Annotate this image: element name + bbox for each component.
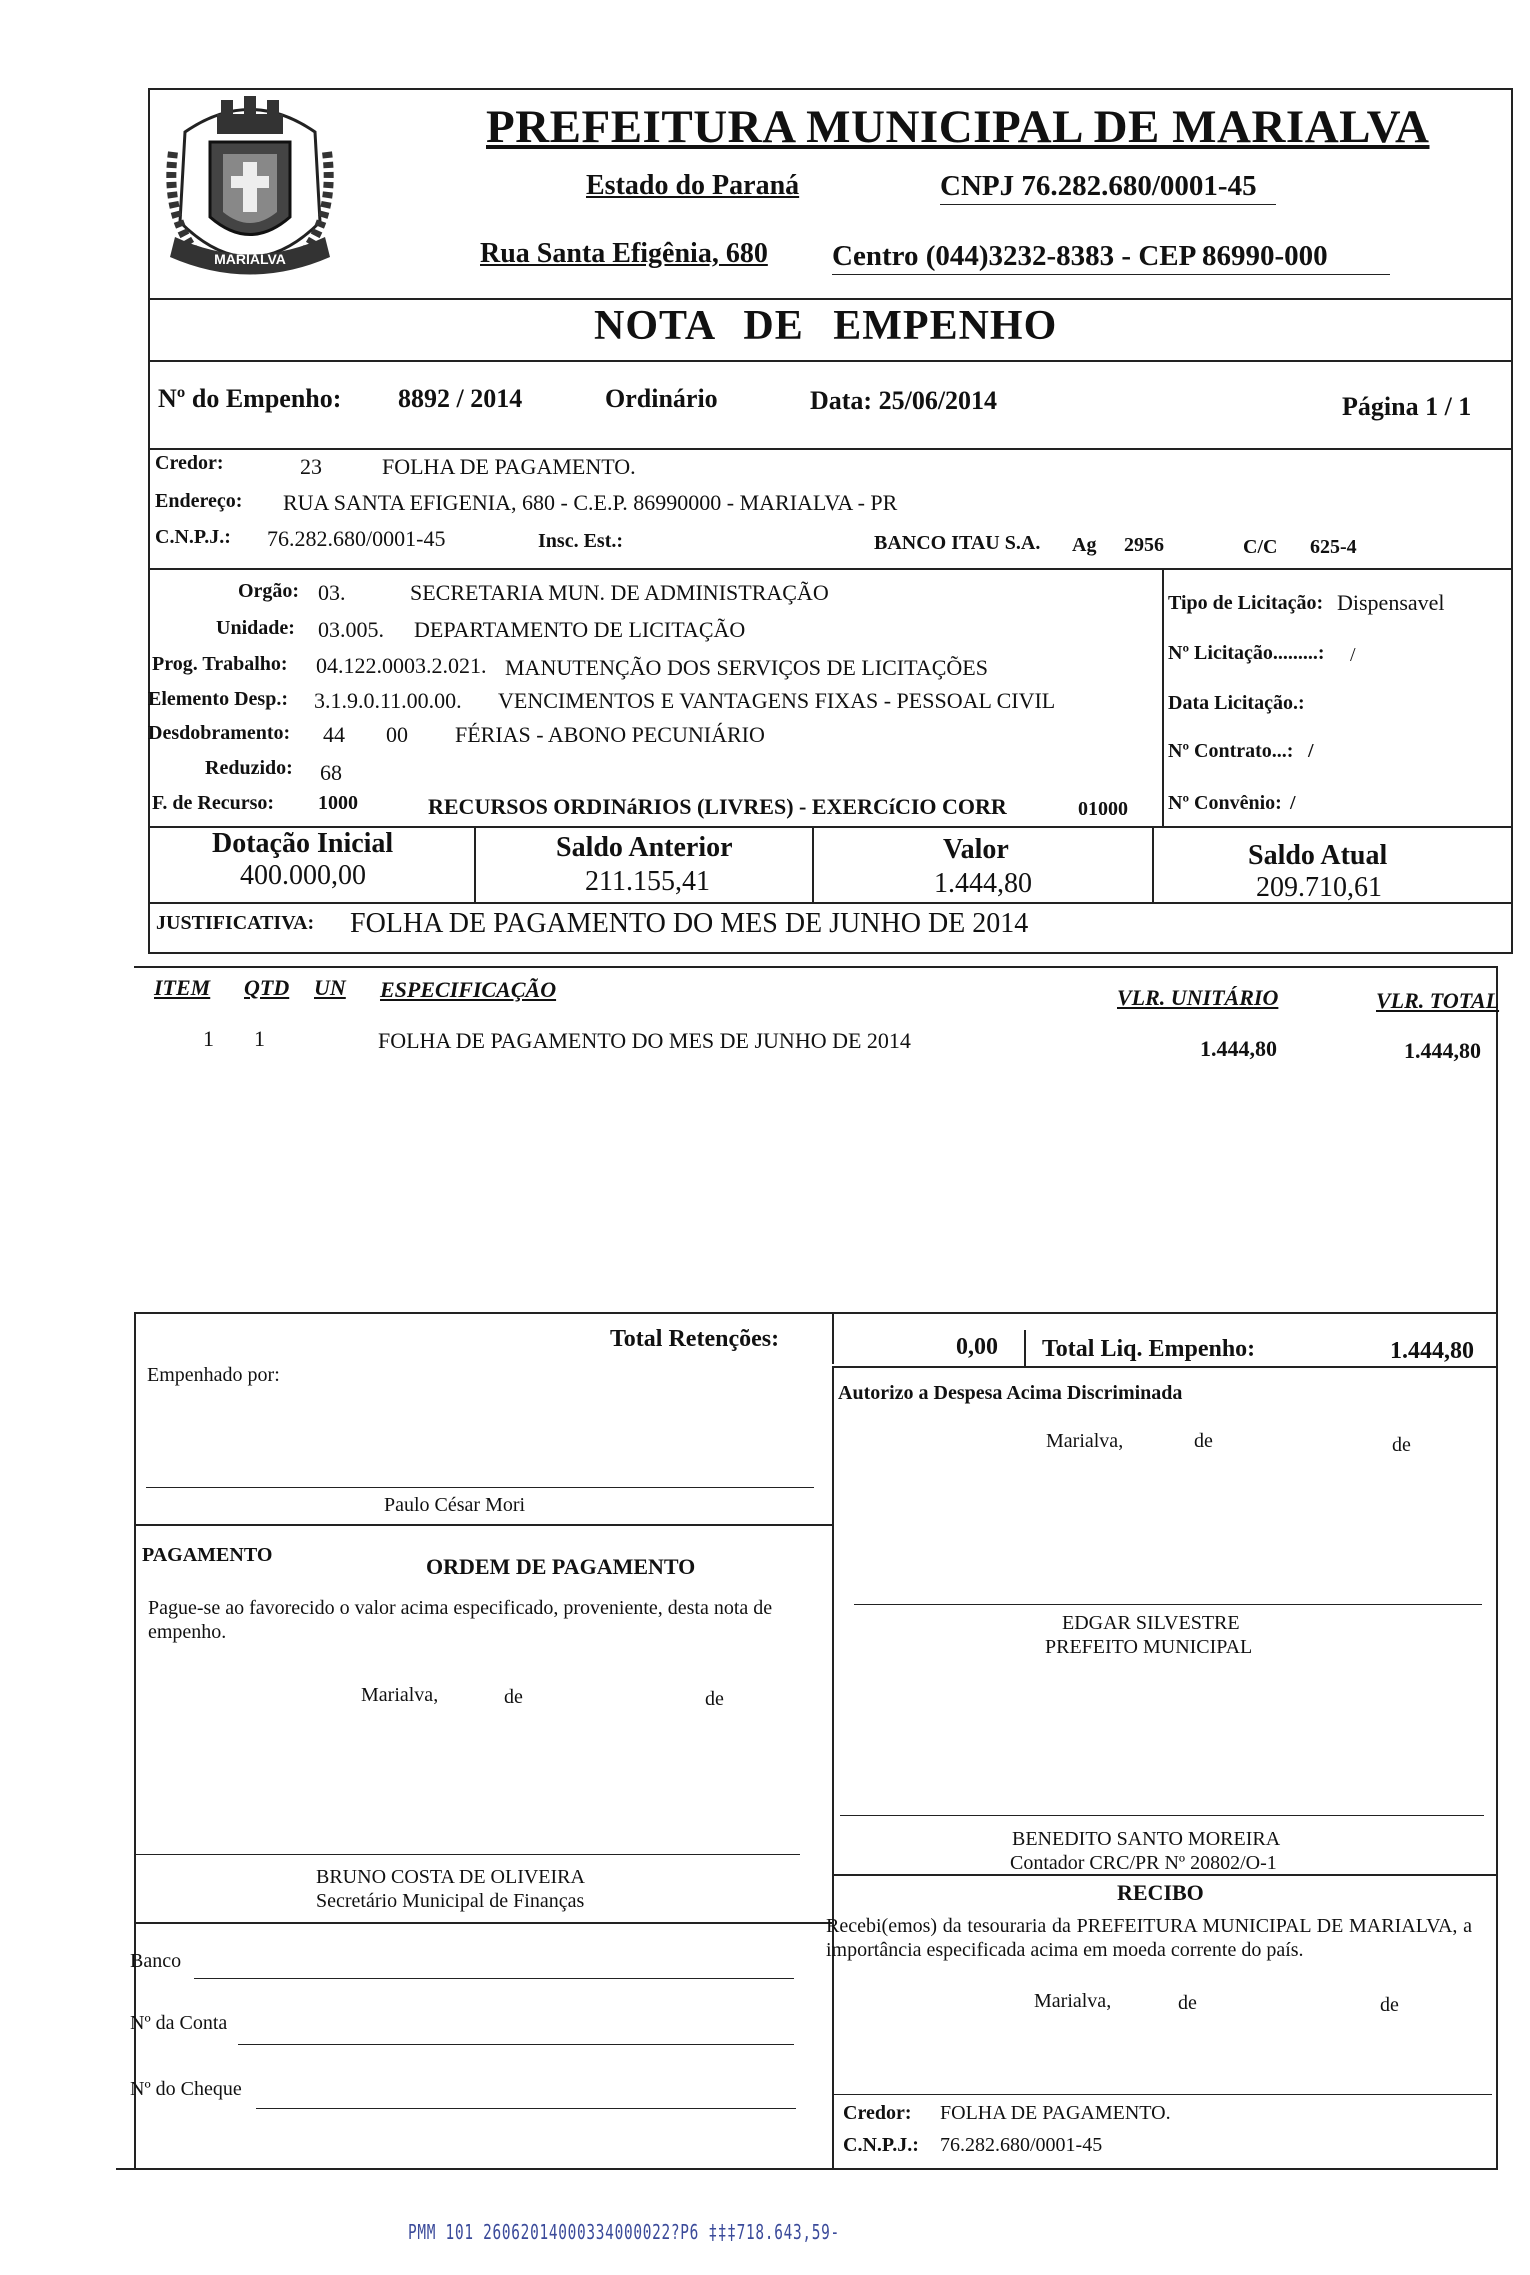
orgao-code: 03.: [318, 580, 346, 605]
reduzido-code: 68: [320, 760, 342, 785]
empenhado-signature-line: [146, 1487, 814, 1488]
totals-bottom-line: [832, 1366, 1496, 1368]
bank-name: BANCO ITAU S.A.: [874, 532, 1041, 554]
conta-line[interactable]: [238, 2044, 794, 2045]
pagamento-de-2: de: [705, 1688, 724, 1710]
unidade-name: DEPARTAMENTO DE LICITAÇÃO: [414, 617, 746, 642]
item-number: 1: [203, 1026, 214, 1051]
prog-trabalho-name: MANUTENÇÃO DOS SERVIÇOS DE LICITAÇÕES: [505, 655, 988, 680]
totals-divider-2: [1024, 1330, 1026, 1366]
contrato-label: Nº Contrato...:: [1168, 740, 1294, 762]
recibo-de-1: de: [1178, 1992, 1197, 2014]
totals-right-line: [1496, 1312, 1498, 1366]
bank-authentication-stamp: PMM 101 26062014000334000022?P6 ‡‡‡718.643,59-: [408, 2220, 840, 2244]
street-address: Rua Santa Efigênia, 680: [480, 238, 768, 269]
un-col-header: UN: [314, 975, 346, 1000]
pagamento-left-line: [134, 1524, 136, 2168]
banco-label: Banco: [130, 1950, 182, 1972]
budget-divider: [1162, 568, 1164, 828]
cnpj-underline: [940, 204, 1276, 205]
credor-label: Credor:: [155, 452, 224, 474]
data-licitacao-label: Data Licitação.:: [1168, 692, 1305, 714]
saldos-divider-2: [812, 826, 814, 904]
saldos-divider-3: [1152, 826, 1154, 904]
unit-price-col-header: VLR. UNITÁRIO: [1117, 985, 1279, 1010]
page-number: Página 1 / 1: [1342, 392, 1472, 421]
total-col-header: VLR. TOTAL: [1376, 988, 1500, 1013]
municipal-seal-icon: [155, 92, 345, 292]
fonte-recurso-name: RECURSOS ORDINáRIOS (LIVRES) - EXERCíCIO CORR: [428, 794, 1007, 819]
totals-top-line: [134, 1312, 1496, 1314]
address-label: Endereço:: [155, 490, 243, 512]
fonte-recurso-code: 1000: [318, 792, 358, 814]
saldo-anterior-value: 211.155,41: [585, 866, 710, 897]
account-label: C/C: [1243, 536, 1278, 558]
header-contact: Centro (044)3232-8383 - CEP 86990-000: [832, 240, 1328, 272]
contact-underline: [832, 274, 1390, 275]
autorizo-text: Autorizo a Despesa Acima Discriminada: [838, 1382, 1183, 1404]
total-liquido-label: Total Liq. Empenho:: [1042, 1336, 1256, 1362]
footer-cnpj-label: C.N.P.J.:: [843, 2134, 919, 2156]
conta-label: Nº da Conta: [130, 2012, 228, 2034]
secretario-signature-line: [134, 1854, 800, 1855]
empenho-date: Data: 25/06/2014: [810, 386, 998, 415]
prog-trabalho-code: 04.122.0003.2.021.: [316, 653, 487, 678]
state-name: Estado do Paraná: [586, 170, 800, 201]
credor-cnpj: 76.282.680/0001-45: [267, 526, 446, 551]
autorizo-city: Marialva,: [1046, 1430, 1124, 1452]
recibo-text: Recebi(emos) da tesouraria da PREFEITURA MUNICIPAL DE MARIALVA, a importância especificada acima em moeda corrente do país.: [826, 1915, 1472, 1962]
secretario-role: Secretário Municipal de Finanças: [316, 1890, 585, 1912]
prog-trabalho-label: Prog. Trabalho:: [152, 653, 288, 675]
seal-text: MARIALVA: [214, 251, 286, 267]
qtd-col-header: QTD: [244, 975, 290, 1000]
pagamento-city: Marialva,: [361, 1684, 439, 1706]
agency-label: Ag: [1072, 534, 1097, 556]
empenhado-bottom-line: [134, 1524, 834, 1526]
item-unit-price: 1.444,80: [1200, 1036, 1277, 1061]
items-top-line: [134, 966, 1496, 968]
elemento-code: 3.1.9.0.11.00.00.: [314, 688, 462, 713]
convenio-label: Nº Convênio:: [1168, 792, 1282, 814]
secretario-bottom-line: [134, 1922, 832, 1924]
saldo-atual-label: Saldo Atual: [1248, 840, 1388, 871]
form-bottom-line: [116, 2168, 1496, 2170]
credor-name: FOLHA DE PAGAMENTO.: [382, 454, 636, 479]
banco-line[interactable]: [194, 1978, 794, 1979]
convenio-value: /: [1290, 792, 1296, 814]
secretario-name: BRUNO COSTA DE OLIVEIRA: [316, 1866, 585, 1888]
item-col-header: ITEM: [154, 975, 211, 1000]
especificacao-col-header: ESPECIFICAÇÃO: [380, 977, 557, 1002]
empenho-number-label: Nº do Empenho:: [158, 384, 342, 413]
cheque-line[interactable]: [256, 2108, 796, 2109]
valor-value: 1.444,80: [934, 868, 1032, 899]
valor-label: Valor: [943, 834, 1009, 865]
pagamento-de-1: de: [504, 1686, 523, 1708]
desdobramento-label: Desdobramento:: [148, 722, 291, 744]
fonte-recurso-code2: 01000: [1078, 798, 1128, 820]
justificativa-text: FOLHA DE PAGAMENTO DO MES DE JUNHO DE 2014: [350, 908, 1029, 939]
item-especificacao: FOLHA DE PAGAMENTO DO MES DE JUNHO DE 2014: [378, 1028, 911, 1053]
document-title: NOTA DE EMPENHO: [594, 303, 1058, 349]
item-qtd: 1: [254, 1026, 265, 1051]
footer-signature-line: [832, 2094, 1492, 2095]
agency-number: 2956: [1124, 534, 1164, 556]
unidade-label: Unidade:: [216, 617, 295, 639]
saldo-anterior-label: Saldo Anterior: [556, 832, 733, 863]
credor-address: RUA SANTA EFIGENIA, 680 - C.E.P. 86990000 - MARIALVA - PR: [283, 490, 898, 515]
header-cnpj: CNPJ 76.282.680/0001-45: [940, 170, 1257, 202]
account-number: 625-4: [1310, 536, 1357, 558]
desdobramento-name: FÉRIAS - ABONO PECUNIÁRIO: [455, 722, 765, 747]
credor-code: 23: [300, 454, 322, 479]
fonte-recurso-label: F. de Recurso:: [152, 792, 275, 814]
footer-credor-name: FOLHA DE PAGAMENTO.: [940, 2102, 1171, 2124]
elemento-name: VENCIMENTOS E VANTAGENS FIXAS - PESSOAL CIVIL: [498, 688, 1056, 713]
unidade-code: 03.005.: [318, 617, 384, 642]
prefeito-name: EDGAR SILVESTRE: [1062, 1612, 1240, 1634]
contador-name: BENEDITO SANTO MOREIRA: [1012, 1828, 1281, 1850]
prefeito-role: PREFEITO MUNICIPAL: [1045, 1636, 1253, 1658]
totals-divider-1: [832, 1312, 834, 1364]
pagamento-label: PAGAMENTO: [142, 1544, 273, 1566]
empenho-type: Ordinário: [605, 384, 718, 413]
dotacao-value: 400.000,00: [240, 860, 366, 891]
empenhado-por-label: Empenhado por:: [147, 1364, 280, 1386]
contrato-value: /: [1308, 740, 1314, 762]
orgao-label: Orgão:: [238, 580, 300, 602]
justificativa-label: JUSTIFICATIVA:: [156, 912, 315, 934]
tipo-licitacao-label: Tipo de Licitação:: [1168, 592, 1324, 614]
saldo-atual-value: 209.710,61: [1256, 872, 1382, 903]
tipo-licitacao-value: Dispensavel: [1337, 590, 1445, 615]
footer-cnpj: 76.282.680/0001-45: [940, 2134, 1103, 2156]
autorizo-de-1: de: [1194, 1430, 1213, 1452]
licitacao-number-value: /: [1350, 644, 1356, 666]
pagamento-text: Pague-se ao favorecido o valor acima especificado, proveniente, desta nota de empenho.: [148, 1597, 773, 1643]
cheque-label: Nº do Cheque: [130, 2078, 242, 2100]
ordem-pagamento-title: ORDEM DE PAGAMENTO: [426, 1554, 696, 1579]
autorizo-de-2: de: [1392, 1434, 1411, 1456]
footer-credor-label: Credor:: [843, 2102, 912, 2124]
contador-role: Contador CRC/PR Nº 20802/O-1: [1010, 1852, 1277, 1874]
empenhado-name: Paulo César Mori: [384, 1494, 526, 1516]
elemento-label: Elemento Desp.:: [148, 688, 288, 710]
items-right-line: [1496, 966, 1498, 1312]
empenho-number: 8892 / 2014: [398, 384, 523, 413]
dotacao-label: Dotação Inicial: [212, 828, 394, 859]
item-total: 1.444,80: [1404, 1038, 1481, 1063]
recibo-title: RECIBO: [1117, 1880, 1204, 1905]
contador-signature-line: [840, 1815, 1484, 1816]
municipality-title: PREFEITURA MUNICIPAL DE MARIALVA: [486, 101, 1430, 153]
insc-est-label: Insc. Est.:: [538, 530, 624, 552]
orgao-name: SECRETARIA MUN. DE ADMINISTRAÇÃO: [410, 580, 829, 605]
total-retencoes-value: 0,00: [956, 1334, 998, 1360]
desdobramento-code: 44: [323, 722, 345, 747]
desdobramento-subcode: 00: [386, 722, 408, 747]
recibo-de-2: de: [1380, 1994, 1399, 2016]
center-divider: [832, 1366, 834, 2168]
form-right-line: [1496, 1366, 1498, 2170]
prefeito-signature-line: [854, 1604, 1482, 1605]
recibo-top-line: [832, 1874, 1496, 1876]
totals-left-line: [134, 1312, 136, 1524]
credor-cnpj-label: C.N.P.J.:: [155, 526, 231, 548]
recibo-city: Marialva,: [1034, 1990, 1112, 2012]
saldos-divider-1: [474, 826, 476, 904]
total-retencoes-label: Total Retenções:: [610, 1326, 780, 1352]
licitacao-number-label: Nº Licitação.........:: [1168, 642, 1325, 664]
reduzido-label: Reduzido:: [205, 757, 293, 779]
total-liquido-value: 1.444,80: [1390, 1338, 1474, 1364]
